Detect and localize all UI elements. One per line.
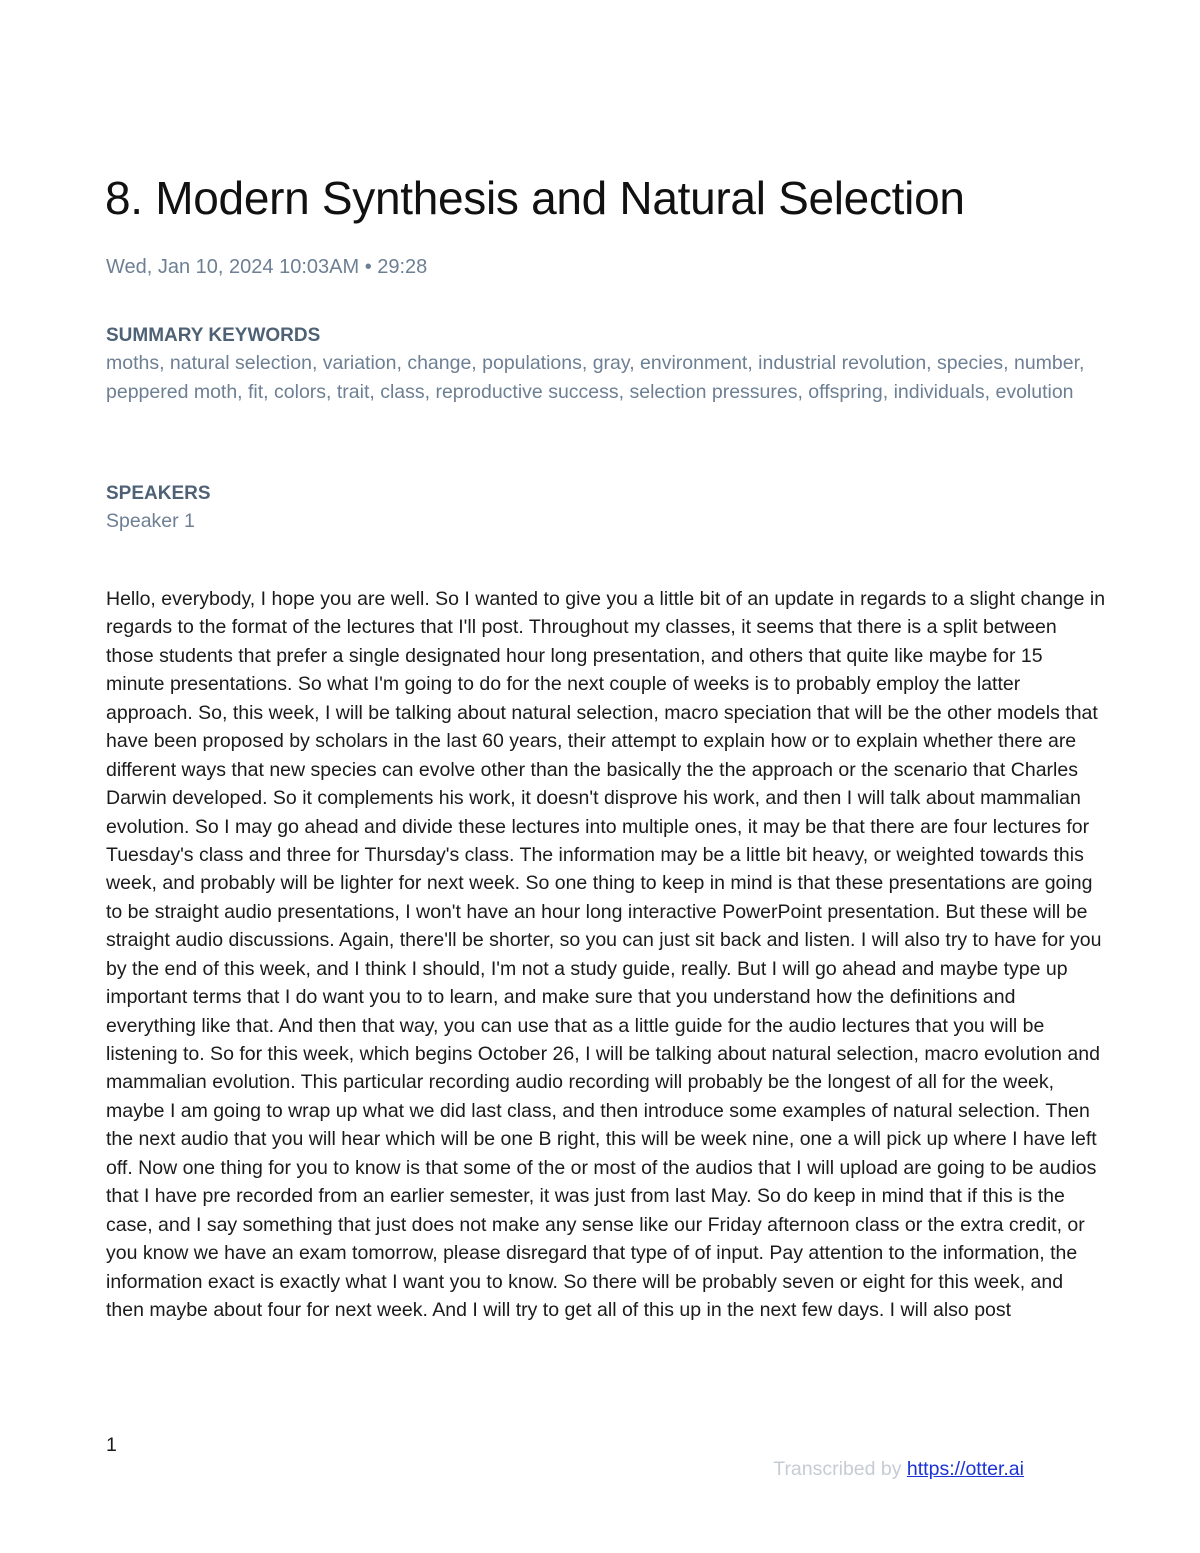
summary-keywords-list: moths, natural selection, variation, change, populations, gray, environment, industrial revolution, species, number, peppered moth, fit, colors, trait, class, reproductive success, selection pressures, offspring, individuals, evolution xyxy=(106,352,1085,403)
speakers-section xyxy=(106,481,1106,536)
transcription-credit xyxy=(773,1458,1024,1481)
document-title: 8. Modern Synthesis and Natural Selection xyxy=(105,172,965,224)
speakers-heading: SPEAKERS xyxy=(106,483,211,504)
summary-keywords-section xyxy=(106,323,1106,406)
summary-keywords-heading: SUMMARY KEYWORDS xyxy=(106,325,321,346)
recording-meta: Wed, Jan 10, 2024 10:03AM • 29:28 xyxy=(106,256,428,278)
transcript-paragraph: Hello, everybody, I hope you are well. So I wanted to give you a little bit of an update in regards to a slight change in regards to the format of the lectures that I'll post. Throughout my classes, it seems that there is a split between those students that prefer a single designated hour long presentation, and others that quite like maybe for 15 minute presentations. So what I'm going to do for the next couple of weeks is to probably employ the latter approach. So, this week, I will be talking about natural selection, macro speciation that will be the other models that have been proposed by scholars in the last 60 years, their attempt to explain how or to explain whether there are different ways that new species can evolve other than the basically the the approach or the scenario that Charles Darwin developed. So it complements his work, it doesn't disprove his work, and then I will talk about mammalian evolution. So I may go ahead and divide these lectures into multiple ones, it may be that there are four lectures for Tuesday's class and three for Thursday's class. The information may be a little bit heavy, or weighted towards this week, and probably will be lighter for next week. So one thing to keep in mind is that these presentations are going to be straight audio presentations, I won't have an hour long interactive PowerPoint presentation. But these will be straight audio discussions. Again, there'll be shorter, so you can just sit back and listen. I will also try to have for you by the end of this week, and I think I should, I'm not a study guide, really. But I will go ahead and maybe type up important terms that I do want you to to learn, and make sure that you understand how the definitions and everything like that. And then that way, you can use that as a little guide for the audio lectures that you will be listening to. So for this week, which begins October 26, I will be talking about natural selection, macro evolution and mammalian evolution. This particular recording audio recording will probably be the longest of all for the week, maybe I am going to wrap up what we did last class, and then introduce some examples of natural selection. Then the next audio that you will hear which will be one B right, this will be week nine, one a will pick up where I have left off. Now one thing for you to know is that some of the or most of the audios that I will upload are going to be audios that I have pre recorded from an earlier semester, it was just from last May. So do keep in mind that if this is the case, and I say something that just does not make any sense like our Friday afternoon class or the extra credit, or you know we have an exam tomorrow, please disregard that type of of input. Pay attention to the information, the information exact is exactly what I want you to know. So there will be probably seven or eight for this week, and then maybe about four for next week. And I will try to get all of this up in the next few days. I will also post xyxy=(106,588,1106,1321)
otter-link[interactable]: https://otter.ai xyxy=(906,1458,1024,1480)
speakers-list: Speaker 1 xyxy=(106,510,195,532)
page-number: 1 xyxy=(106,1434,117,1456)
transcribed-by-label: Transcribed by xyxy=(773,1458,907,1480)
